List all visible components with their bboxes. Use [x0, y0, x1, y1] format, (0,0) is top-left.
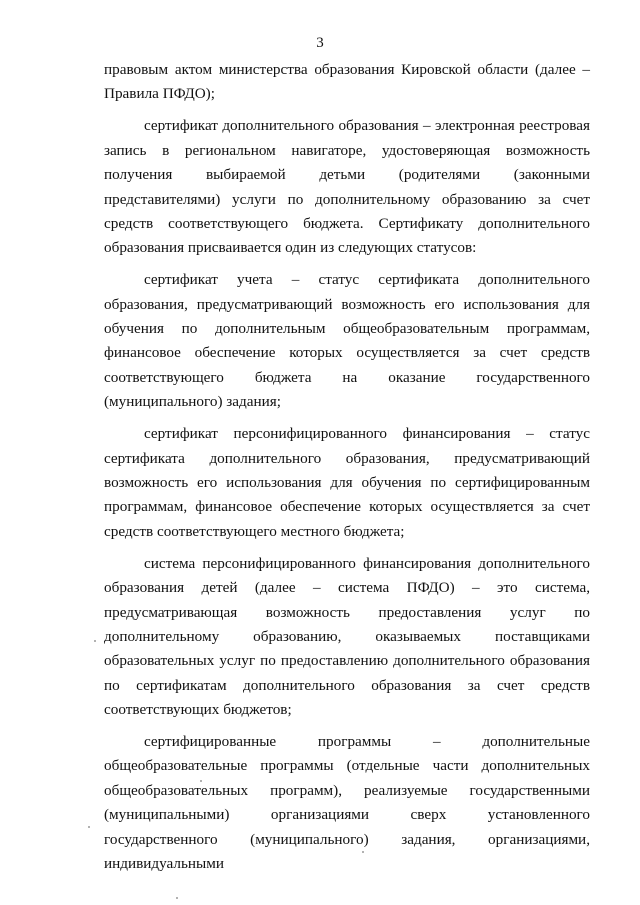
scan-speck — [362, 851, 364, 853]
paragraph-definition-certificate: сертификат дополнительного образования – электронная реестровая запись в региональном навигаторе, удостоверяющая возможность получения выбираемой детьми (родителями (законными представителями) услуги по дополнительному образованию за счет средств соответствующего бюджета. Сертификату дополнительного образования присваивается один из следующих статусов: — [104, 117, 590, 257]
page-number: 3 — [316, 35, 324, 51]
scan-speck — [176, 897, 178, 899]
scan-speck — [200, 780, 202, 782]
paragraph-continuation: правовым актом министерства образования Кировской области (далее – Правила ПФДО); — [104, 61, 590, 103]
paragraph-pfdo-system: система персонифицированного финансирования дополнительного образования детей (далее – система ПФДО) – это система, предусматривающая возможность предоставления услуг по дополнительному образованию, оказываемых поставщиками образовательных услуг по предоставлению дополнительного образования по сертификатам дополнительного образования за счет средств соответствующих бюджетов; — [104, 554, 590, 719]
paragraph-accounting-certificate: сертификат учета – статус сертификата дополнительного образования, предусматривающий возможность его использования для обучения по дополнительным общеобразовательным программам, финансовое обеспечение которых осуществляется за счет средств соответствующего бюджета на оказание государственного (муниципального) задания; — [104, 271, 590, 411]
scan-speck — [88, 826, 90, 828]
document-body — [104, 58, 590, 884]
scan-speck — [94, 640, 96, 642]
paragraph-personified-certificate: сертификат персонифицированного финансирования – статус сертификата дополнительного образования, предусматривающий возможность его использования для обучения по сертифицированным программам, финансовое обеспечение которых осуществляется за счет средств соответствующего местного бюджета; — [104, 425, 590, 540]
paragraph-certified-programs: сертифицированные программы – дополнительные общеобразовательные программы (отдельные части дополнительных общеобразовательных программ), реализуемые государственными (муниципальными) организациями сверх установленного государственного (муниципального) задания, организациями, индивидуальными — [104, 733, 590, 873]
